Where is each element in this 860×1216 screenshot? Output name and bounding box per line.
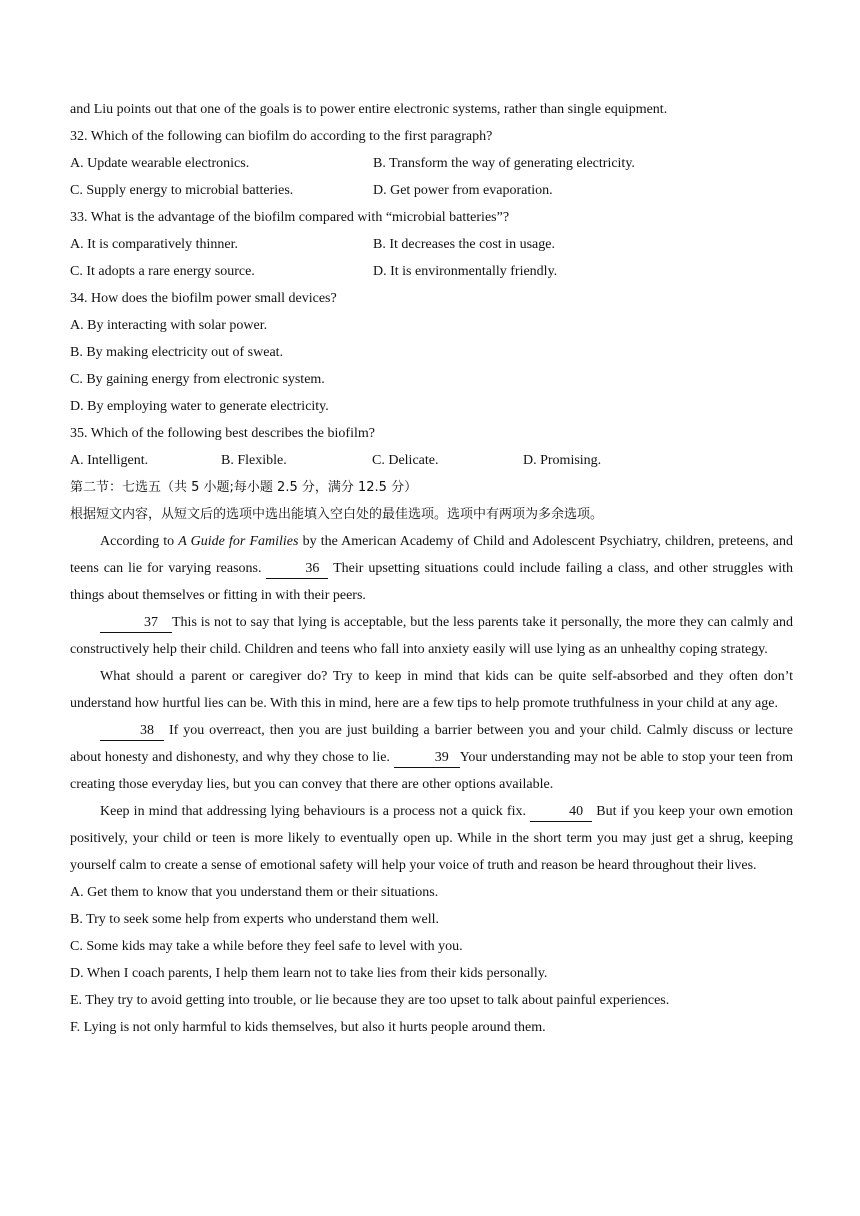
blank-37: 37	[100, 614, 172, 633]
question-35-option-d: D. Promising.	[523, 453, 602, 468]
passage	[70, 528, 793, 879]
option-a: A. Get them to know that you understand them or their situations.	[70, 885, 439, 900]
section-2-heading: 第二节：七选五（共 5 小题;每小题 2.5 分，满分 12.5 分）	[70, 480, 418, 495]
passage-paragraph-4	[70, 717, 793, 798]
question-34-option-c: C. By gaining energy from electronic system.	[70, 372, 325, 387]
question-33-option-d: D. It is environmentally friendly.	[373, 264, 558, 279]
question-32-option-c: C. Supply energy to microbial batteries.	[70, 183, 294, 198]
question-32-option-b: B. Transform the way of generating electricity.	[373, 156, 635, 171]
p5-start: Keep in mind that addressing lying behaviours is a process not a quick fix.	[100, 804, 531, 819]
question-35-stem: 35. Which of the following best describes the biofilm?	[70, 426, 375, 441]
option-d: D. When I coach parents, I help them learn not to take lies from their kids personally.	[70, 966, 548, 981]
question-33-option-b: B. It decreases the cost in usage.	[373, 237, 555, 252]
p2-text: This is not to say that lying is acceptable, but the less parents take it personally, the more they can calmly and constructively help their child. Children and teens who fall into anxiety easily will use lying as an unhealthy coping strategy.	[70, 615, 793, 657]
question-32-option-a: A. Update wearable electronics.	[70, 156, 250, 171]
question-34-option-b: B. By making electricity out of sweat.	[70, 345, 284, 360]
blank-40: 40	[530, 803, 592, 822]
question-33-options-row-1	[70, 231, 793, 258]
p5-end: But if you keep your own emotion positively, your child or teen is more likely to eventually open up. While in the short term you may just get a shrug, keeping yourself calm to create a sense of emotional safety will help your voice of truth and reason be heard throughout their lives.	[70, 804, 793, 873]
option-f: F. Lying is not only harmful to kids themselves, but also it hurts people around them.	[70, 1020, 546, 1035]
p1-before-title: According to	[100, 534, 179, 549]
question-34-option-d: D. By employing water to generate electricity.	[70, 399, 329, 414]
section-2-instruction: 根据短文内容，从短文后的选项中选出能填入空白处的最佳选项。选项中有两项为多余选项。	[70, 507, 604, 522]
option-b: B. Try to seek some help from experts who understand them well.	[70, 912, 440, 927]
intro-line: and Liu points out that one of the goals is to power entire electronic systems, rather than single equipment.	[70, 102, 668, 117]
passage-paragraph-1	[70, 528, 793, 609]
p4-mid: If you overreact, then you are just building a barrier between you and your child. Calmly discuss or lecture about honesty and dishonesty, and why they chose to lie.	[70, 723, 793, 765]
question-33-option-c: C. It adopts a rare energy source.	[70, 264, 255, 279]
question-32-stem: 32. Which of the following can biofilm do according to the first paragraph?	[70, 129, 493, 144]
question-32-options-row-2	[70, 177, 793, 204]
blank-39: 39	[394, 749, 460, 768]
question-35-option-a: A. Intelligent.	[70, 453, 149, 468]
option-c: C. Some kids may take a while before they feel safe to level with you.	[70, 939, 463, 954]
passage-paragraph-3: What should a parent or caregiver do? Try to keep in mind that kids can be quite self-absorbed and they often don’t understand how hurtful lies can be. With this in mind, here are a few tips to help promote truthfulness in your child at any age.	[70, 669, 793, 711]
guide-title: A Guide for Families	[178, 534, 299, 549]
question-34-option-a: A. By interacting with solar power.	[70, 318, 268, 333]
question-34-stem: 34. How does the biofilm power small devices?	[70, 291, 337, 306]
question-33-stem: 33. What is the advantage of the biofilm compared with “microbial batteries”?	[70, 210, 510, 225]
question-35-option-b: B. Flexible.	[221, 453, 287, 468]
document-page	[70, 96, 793, 1041]
question-33-options-row-2	[70, 258, 793, 285]
p1-after-title: by the American Academy of Child and Adolescent Psychiatry, children, preteens, and teens can lie for varying reasons.	[70, 534, 794, 576]
option-e: E. They try to avoid getting into trouble, or lie because they are too upset to talk about painful experiences.	[70, 993, 670, 1008]
question-35-options-row	[70, 447, 793, 474]
p4-end: Your understanding may not be able to stop your teen from creating those everyday lies, but you can convey that there are other options available.	[70, 750, 793, 792]
p1-end: Their upsetting situations could include failing a class, and other struggles with things about themselves or fitting in with their peers.	[70, 561, 793, 603]
question-33-option-a: A. It is comparatively thinner.	[70, 237, 238, 252]
blank-38: 38	[100, 722, 164, 741]
passage-paragraph-5	[70, 798, 793, 879]
question-32-option-d: D. Get power from evaporation.	[373, 183, 553, 198]
question-32-options-row-1	[70, 150, 793, 177]
question-35-option-c: C. Delicate.	[372, 453, 439, 468]
passage-paragraph-2	[70, 609, 793, 663]
blank-36: 36	[266, 560, 328, 579]
